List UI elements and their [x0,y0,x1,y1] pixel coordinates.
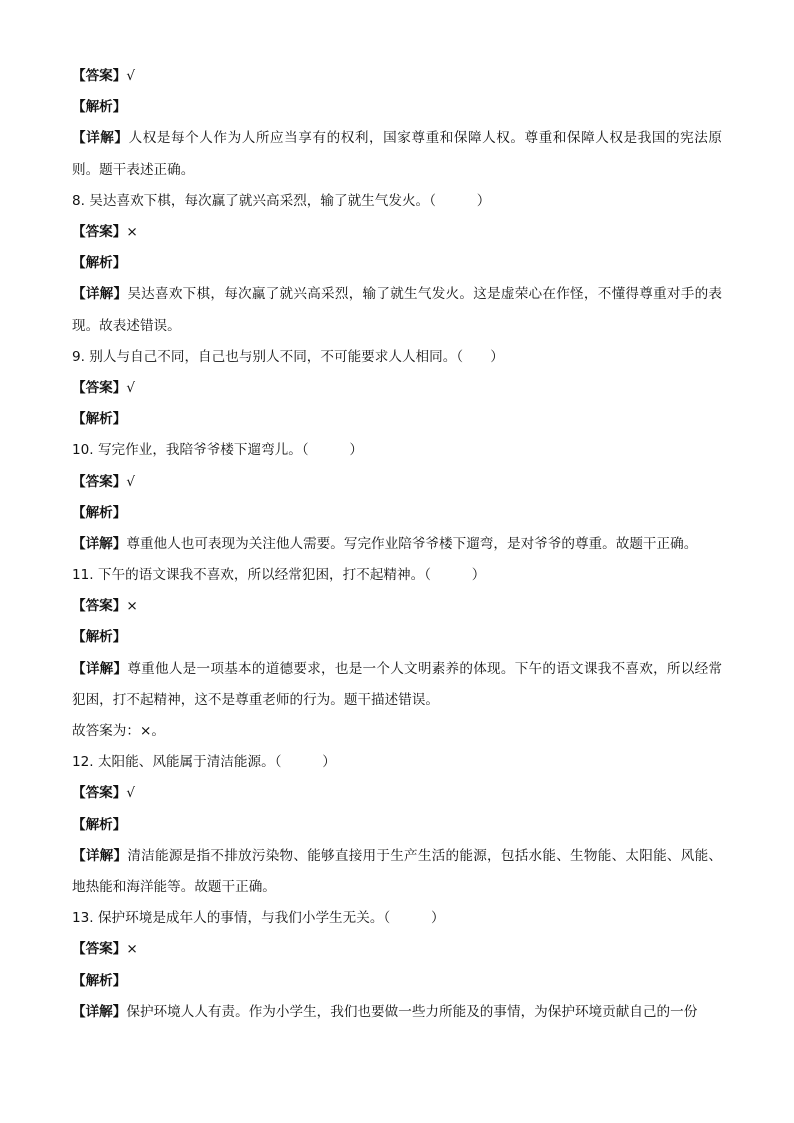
answer-line [72,934,722,965]
analysis-heading: 【解析】 [72,816,127,833]
analysis-heading: 【解析】 [72,255,127,272]
analysis-heading: 【解析】 [72,972,127,989]
document-page [72,61,722,1028]
detail-text: 保护环境人人有责。作为小学生，我们也要做一些力所能及的事情，为保护环境贡献自己的一份 [126,1003,698,1020]
answer-tag: 【答案】 [72,785,127,802]
answer-line [72,467,722,498]
detail-text: 人权是每个人作为人所应当享有的权利，国家尊重和保障人权。尊重和保障人权是我国的宪法原则。题干表述正确。 [72,130,723,178]
detail-tag: 【详解】 [72,1003,127,1020]
answer-value: × [126,223,138,240]
detail-paragraph [72,841,722,903]
detail-paragraph [72,654,722,716]
answer-value: √ [126,379,136,396]
question-9: 9. 别人与自己不同，自己也与别人不同，不可能要求人人相同。（ ） [72,348,504,365]
analysis-label: 解析 [85,816,113,833]
analysis-heading: 【解析】 [72,411,127,428]
question-8: 8. 吴达喜欢下棋，每次赢了就兴高采烈，输了就生气发火。（ ） [72,192,491,209]
analysis-heading: 【解析】 [72,504,127,521]
analysis-label: 解析 [85,504,113,521]
answer-line [72,373,722,404]
detail-paragraph [72,279,722,341]
analysis-label: 解析 [85,99,113,116]
answer-line [72,591,722,622]
question-13: 13. 保护环境是成年人的事情，与我们小学生无关。（ ） [72,910,445,927]
detail-tag: 【详解】 [72,130,129,147]
detail-paragraph [72,529,722,560]
answer-value: √ [126,473,136,490]
answer-value: √ [126,68,136,84]
analysis-label: 解析 [85,972,113,989]
analysis-heading: 【解析】 [72,629,127,646]
question-12: 12. 太阳能、风能属于清洁能源。（ ） [72,754,336,771]
answer-value: × [126,941,138,958]
answer-tag: 【答案】 [72,941,127,958]
analysis-label: 解析 [85,629,113,646]
answer-line [72,217,722,248]
question-10: 10. 写完作业，我陪爷爷楼下遛弯儿。（ ） [72,442,364,459]
answer-value: × [126,598,138,615]
answer-tag: 【答案】 [72,379,127,396]
analysis-label: 解析 [85,255,113,272]
final-answer-line: 故答案为：×。 [72,723,165,740]
detail-text: 清洁能源是指不排放污染物、能够直接用于生产生活的能源，包括水能、生物能、太阳能、风能、地热能和海洋能等。故题干正确。 [72,847,723,895]
detail-text: 尊重他人是一项基本的道德要求，也是一个人文明素养的体现。下午的语文课我不喜欢，所以经常犯困，打不起精神，这不是尊重老师的行为。题干描述错误。 [72,660,723,708]
detail-tag: 【详解】 [72,286,128,303]
detail-text: 尊重他人也可表现为关注他人需要。写完作业陪爷爷楼下遛弯，是对爷爷的尊重。故题干正确。 [126,535,698,552]
answer-tag: 【答案】 [72,598,127,615]
answer-tag: 【答案】 [72,68,127,84]
detail-tag: 【详解】 [72,660,128,677]
detail-text: 吴达喜欢下棋，每次赢了就兴高采烈，输了就生气发火。这是虚荣心在作怪，不懂得尊重对手的表现。故表述错误。 [72,286,723,334]
answer-line [72,61,722,92]
answer-line [72,778,722,809]
detail-paragraph [72,123,722,185]
answer-tag: 【答案】 [72,473,127,490]
answer-tag: 【答案】 [72,223,127,240]
detail-tag: 【详解】 [72,535,127,552]
question-11: 11. 下午的语文课我不喜欢，所以经常犯困，打不起精神。（ ） [72,567,486,584]
detail-tag: 【详解】 [72,847,128,864]
analysis-heading: 【解析】 [72,99,127,116]
analysis-label: 解析 [85,411,113,428]
answer-value: √ [126,785,136,802]
detail-paragraph [72,997,722,1028]
